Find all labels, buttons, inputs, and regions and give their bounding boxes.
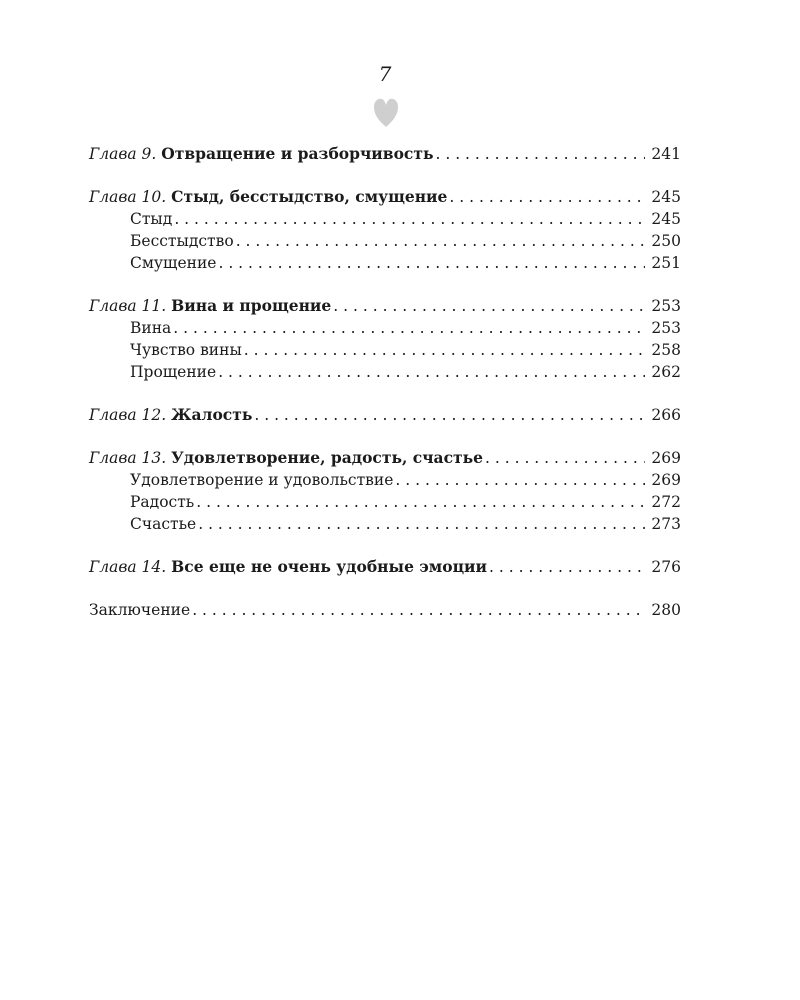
toc-section-row[interactable] (89, 208, 681, 230)
leader-dots (196, 491, 645, 513)
toc-section-row[interactable] (89, 252, 681, 274)
page-ref: 280 (651, 601, 681, 619)
chapter-title: Стыд, бесстыдство, смущение (171, 187, 448, 206)
toc-section-row[interactable] (89, 491, 681, 513)
leader-dots (173, 317, 645, 339)
section-title: Смущение (130, 254, 217, 272)
chapter-label: Глава 11. (89, 297, 167, 315)
leader-dots (333, 295, 645, 317)
toc-chapter-row[interactable] (89, 556, 681, 578)
page-number: 7 (378, 62, 392, 86)
leader-dots (395, 469, 645, 491)
toc-section-row[interactable] (89, 317, 681, 339)
chapter-title: Жалость (171, 405, 253, 424)
page-ref: 276 (651, 558, 681, 576)
toc-chapter-row[interactable] (89, 143, 681, 165)
page-ref: 269 (651, 449, 681, 467)
chapter-block (89, 186, 681, 274)
chapter-block (89, 556, 681, 578)
toc-chapter-row[interactable] (89, 186, 681, 208)
chapter-title: Вина и прощение (171, 296, 332, 315)
chapter-label: Глава 9. (89, 145, 157, 163)
leader-dots (174, 208, 645, 230)
conclusion-title: Заключение (89, 601, 191, 619)
page-ref: 251 (651, 254, 681, 272)
leader-dots (489, 556, 645, 578)
toc-section-row[interactable] (89, 339, 681, 361)
chapter-block (89, 447, 681, 535)
page-ref: 250 (651, 232, 681, 250)
toc-section-row[interactable] (89, 361, 681, 383)
leader-dots (192, 599, 645, 621)
section-title: Прощение (130, 363, 217, 381)
toc-chapter-row[interactable] (89, 404, 681, 426)
page-ref: 272 (651, 493, 681, 511)
toc-chapter-row[interactable] (89, 295, 681, 317)
chapter-title: Удовлетворение, радость, счастье (171, 448, 484, 467)
section-title: Чувство вины (130, 341, 242, 359)
chapter-label: Глава 14. (89, 558, 167, 576)
page-ref: 258 (651, 341, 681, 359)
section-title: Стыд (130, 210, 173, 228)
toc-section-row[interactable] (89, 469, 681, 491)
chapter-block (89, 404, 681, 426)
toc-chapter-row[interactable] (89, 447, 681, 469)
page-ref: 241 (651, 145, 681, 163)
leader-dots (254, 404, 645, 426)
table-of-contents (89, 143, 681, 642)
page-ref: 245 (651, 210, 681, 228)
toc-section-row[interactable] (89, 513, 681, 535)
chapter-label: Глава 10. (89, 188, 167, 206)
page-ref: 262 (651, 363, 681, 381)
chapter-title: Все еще не очень удобные эмоции (171, 557, 488, 576)
page-ref: 266 (651, 406, 681, 424)
toc-conclusion-row[interactable] (89, 599, 681, 621)
leader-dots (244, 339, 646, 361)
page-ref: 253 (651, 319, 681, 337)
toc-section-row[interactable] (89, 230, 681, 252)
section-title: Бесстыдство (130, 232, 234, 250)
heart-icon (373, 96, 399, 128)
section-title: Счастье (130, 515, 197, 533)
leader-dots (435, 143, 645, 165)
leader-dots (449, 186, 645, 208)
chapter-block (89, 599, 681, 621)
section-title: Вина (130, 319, 172, 337)
chapter-title: Отвращение и разборчивость (161, 144, 434, 163)
chapter-block (89, 143, 681, 165)
leader-dots (218, 252, 645, 274)
page-ref: 253 (651, 297, 681, 315)
chapter-label: Глава 13. (89, 449, 167, 467)
section-title: Радость (130, 493, 195, 511)
leader-dots (198, 513, 645, 535)
chapter-block (89, 295, 681, 383)
leader-dots (236, 230, 646, 252)
page-ref: 245 (651, 188, 681, 206)
section-title: Удовлетворение и удовольствие (130, 471, 394, 489)
leader-dots (218, 361, 645, 383)
chapter-label: Глава 12. (89, 406, 167, 424)
page-ref: 269 (651, 471, 681, 489)
leader-dots (485, 447, 645, 469)
page-ref: 273 (651, 515, 681, 533)
